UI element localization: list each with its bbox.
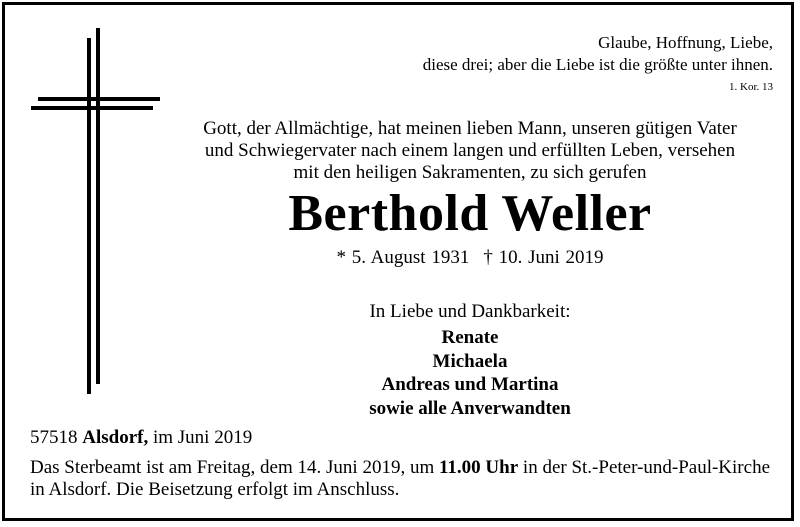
service-notice [30,457,780,501]
notice-part-1: Das Sterbeamt ist am Freitag, dem 14. Juni 2019, um [30,457,435,478]
mourner-name: sowie alle Anverwandten [369,397,571,419]
mourner-name: Renate [441,327,499,348]
intro-text [150,118,790,184]
zip-code: 57518 [30,427,78,448]
mourner-name: Michaela [432,350,508,372]
death-date: † 10. Juni 2019 [483,247,604,268]
mourners-intro: In Liebe und Dankbarkeit: [369,301,571,322]
place-and-date [30,427,252,449]
quote-line-1: Glaube, Hoffnung, Liebe, [598,33,773,52]
deceased-name: Berthold Weller [288,185,652,242]
mourner-name: Andreas und Martina [381,374,559,395]
service-time: 11.00 Uhr [438,457,519,478]
notice-part-2: in der St.-Peter-und-Paul-Kirche in Alsdorf. Die Beisetzung erfolgt im Anschluss. [30,457,770,500]
mourners-list [150,326,790,420]
bible-quote [423,32,773,76]
intro-line-3: mit den heiligen Sakramenten, zu sich gerufen [293,162,647,183]
intro-line-2: und Schwiegervater nach einem langen und erfüllten Leben, versehen [204,140,736,161]
life-dates [150,246,790,270]
notice-date: im Juni 2019 [152,427,253,448]
quote-reference: 1. Kor. 13 [729,81,773,93]
town-name: Alsdorf, [82,427,149,448]
birth-date: * 5. August 1931 [336,247,470,268]
intro-line-1: Gott, der Allmächtige, hat meinen lieben Mann, unseren gütigen Vater [203,118,737,139]
quote-line-2: diese drei; aber die Liebe ist die größte unter ihnen. [422,55,773,74]
